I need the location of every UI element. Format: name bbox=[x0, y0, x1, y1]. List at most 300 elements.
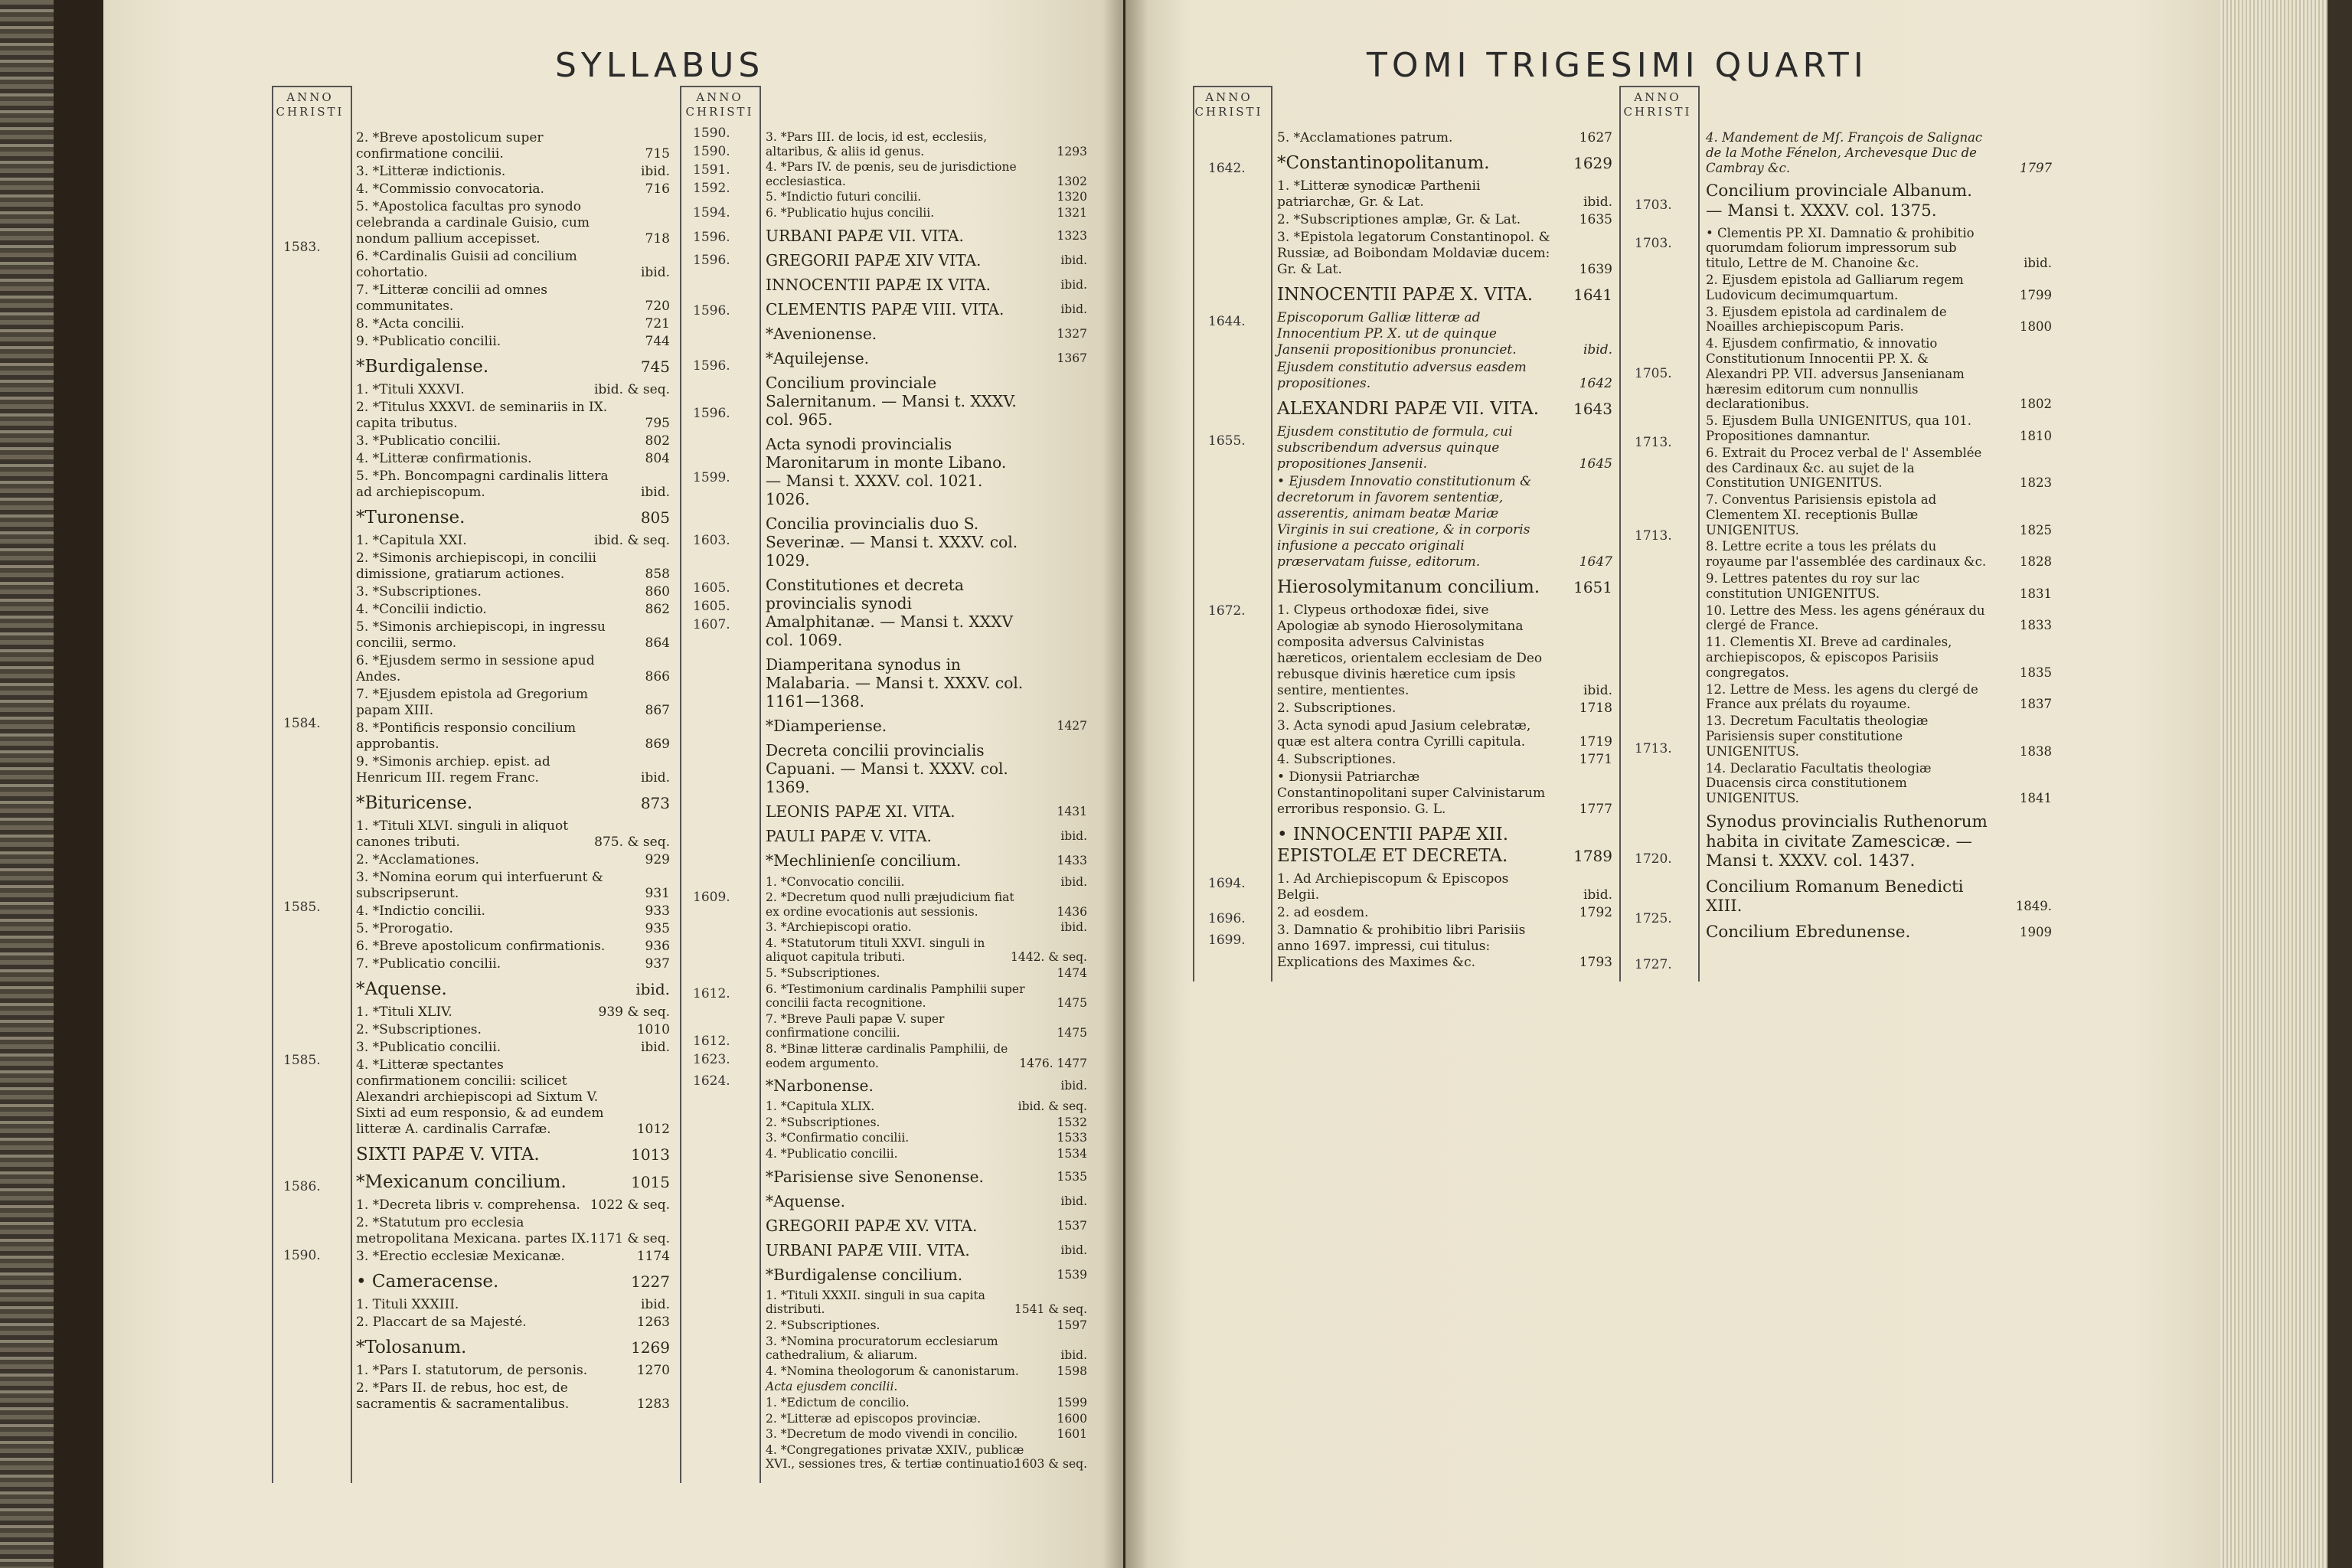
entry-title: 2. *Litteræ ad episcopos provinciæ. bbox=[766, 1411, 981, 1426]
entry-title: *Burdigalense. bbox=[356, 357, 489, 377]
anno-year: 1713. bbox=[1635, 741, 1672, 756]
syllabus-entry bbox=[766, 982, 1087, 1011]
entry-column-number: 715 bbox=[645, 146, 670, 162]
entry-column-number: ibid. bbox=[640, 164, 670, 179]
entry-title: 7. *Publicatio concilii. bbox=[356, 956, 501, 972]
anno-christi-label-2: ANNO CHRISTI bbox=[685, 90, 754, 119]
entry-column-number: 795 bbox=[645, 416, 670, 431]
entry-column-number: 1627 bbox=[1579, 130, 1612, 145]
entry-title: Concilium Ebredunense. bbox=[1706, 922, 1911, 942]
entry-column-number: ibid. bbox=[1060, 1243, 1087, 1257]
anno-year: 1596. bbox=[693, 230, 730, 245]
entry-column-number: 1436 bbox=[1057, 904, 1087, 919]
entry-column-number: 1535 bbox=[1057, 1169, 1087, 1184]
syllabus-entry bbox=[766, 1076, 1087, 1095]
entry-title: URBANI PAPÆ VIII. VITA. bbox=[766, 1240, 970, 1259]
syllabus-entry bbox=[356, 382, 670, 398]
entry-title: • INNOCENTII PAPÆ XII. EPISTOLÆ ET DECRETA. bbox=[1277, 825, 1509, 866]
syllabus-entry bbox=[1706, 761, 2052, 806]
syllabus-entry bbox=[356, 249, 670, 281]
entry-column-number: 716 bbox=[645, 181, 670, 197]
entry-column-number: 1533 bbox=[1057, 1131, 1087, 1145]
syllabus-entry bbox=[356, 1215, 670, 1247]
entry-column-number: 1475 bbox=[1057, 996, 1087, 1011]
syllabus-entry bbox=[356, 921, 670, 937]
entry-column-number: 1367 bbox=[1057, 351, 1087, 365]
entry-column-number: 718 bbox=[645, 231, 670, 247]
anno-christi-label-4: ANNO CHRISTI bbox=[1623, 90, 1692, 119]
entry-title: 1. Tituli XXXIII. bbox=[356, 1297, 459, 1312]
entry-column-number: ibid. bbox=[1060, 1348, 1087, 1363]
entry-title: 14. Declaratio Facultatis theologiæ Duacensis circa constitutionem UNIGENITUS. bbox=[1706, 760, 1932, 806]
syllabus-entry bbox=[766, 966, 1087, 981]
syllabus-entry bbox=[1277, 152, 1612, 174]
syllabus-entry bbox=[356, 818, 670, 851]
entry-title: 9. Lettres patentes du roy sur lac constitution UNIGENITUS. bbox=[1706, 571, 1920, 601]
entry-title: 1. *Edictum de concilio. bbox=[766, 1395, 910, 1410]
entry-column-number: 1013 bbox=[631, 1145, 670, 1164]
entry-title: Acta synodi provincialis Maronitarum in monte Libano. — Mansi t. XXXV. col. 1021. 1026. bbox=[766, 434, 1007, 508]
anno-year: 1594. bbox=[693, 205, 730, 220]
entry-title: 3. *Publicatio concilii. bbox=[356, 433, 501, 449]
entry-column-number: 1841 bbox=[2020, 791, 2052, 806]
entry-title: 4. *Pars IV. de pœnis, seu de jurisdictione ecclesiastica. bbox=[766, 160, 1017, 188]
syllabus-entry bbox=[766, 1131, 1087, 1145]
syllabus-entry bbox=[356, 903, 670, 920]
entry-column-number: 1541 & seq. bbox=[1014, 1302, 1087, 1317]
syllabus-entry bbox=[356, 334, 670, 350]
anno-year: 1727. bbox=[1635, 957, 1672, 972]
syllabus-entry bbox=[766, 1099, 1087, 1114]
right-page-title: TOMI TRIGESIMI QUARTI bbox=[1367, 46, 1868, 85]
entry-title: 4. *Statutorum tituli XXVI. singuli in aliquot capitula tributi. bbox=[766, 936, 985, 965]
syllabus-entry bbox=[766, 1396, 1087, 1410]
entry-title: 3. *Confirmatio concilii. bbox=[766, 1131, 910, 1145]
anno-year: 1703. bbox=[1635, 236, 1672, 251]
anno-year: 1609. bbox=[693, 890, 730, 905]
entry-column-number: ibid. bbox=[640, 1297, 670, 1312]
syllabus-entry bbox=[1277, 310, 1612, 358]
anno-year: 1612. bbox=[693, 986, 730, 1001]
syllabus-entry bbox=[1277, 360, 1612, 392]
entry-title: 8. *Pontificis responsio concilium approbantis. bbox=[356, 720, 577, 752]
syllabus-entry bbox=[1706, 226, 2052, 271]
entry-column-number: 1831 bbox=[2020, 586, 2052, 601]
anno-year: 1713. bbox=[1635, 435, 1672, 450]
entry-title: SIXTI PAPÆ V. VITA. bbox=[356, 1145, 540, 1165]
column-rule bbox=[1698, 86, 1700, 982]
syllabus-entry bbox=[1277, 701, 1612, 717]
entry-title: 7. *Ejusdem epistola ad Gregorium papam XIII. bbox=[356, 687, 589, 718]
entry-column-number: 867 bbox=[645, 703, 670, 718]
syllabus-entry bbox=[1706, 812, 2052, 871]
anno-year: 1720. bbox=[1635, 851, 1672, 867]
anno-year: 1605. bbox=[693, 599, 730, 614]
entry-title: 2. *Titulus XXXVI. de seminariis in IX. capita tributus. bbox=[356, 400, 608, 431]
syllabus-entry bbox=[1277, 871, 1612, 903]
entry-title: 5. *Prorogatio. bbox=[356, 921, 453, 936]
syllabus-entry bbox=[1277, 212, 1612, 228]
entry-title: 3. Acta synodi apud Jasium celebratæ, quæ est altera contra Cyrilli capitula. bbox=[1277, 718, 1531, 750]
entry-column-number: ibid. bbox=[1060, 277, 1087, 292]
entry-title: 5. *Subscriptiones. bbox=[766, 966, 880, 981]
syllabus-entry bbox=[766, 349, 1087, 368]
entry-title: Synodus provincialis Ruthenorum habita in civitate Zamescicæ. — Mansi t. XXXV. col. 1437. bbox=[1706, 812, 1988, 871]
entry-column-number: 1645 bbox=[1579, 456, 1612, 472]
entry-title: 5. *Simonis archiepiscopi, in ingressu concilii, sermo. bbox=[356, 619, 606, 651]
anno-year: 1586. bbox=[283, 1179, 321, 1194]
entry-title: 3. *Nomina procuratorum ecclesiarum cathedralium, & aliarum. bbox=[766, 1334, 998, 1363]
entry-title: 2. *Simonis archiepiscopi, in concilii dimissione, gratiarum actiones. bbox=[356, 550, 596, 582]
entry-title: 5. *Ph. Boncompagni cardinalis littera ad archiepiscopum. bbox=[356, 469, 609, 500]
syllabus-entry bbox=[1277, 752, 1612, 768]
syllabus-entry bbox=[766, 1217, 1087, 1235]
entry-title: *Aquense. bbox=[356, 979, 447, 999]
syllabus-entry bbox=[1706, 336, 2052, 412]
syllabus-entry bbox=[356, 602, 670, 618]
entry-title: 3. Damnatio & prohibitio libri Parisiis anno 1697. impressi, cui titulus: Explications des Maximes &c. bbox=[1277, 923, 1526, 970]
entry-title: 3. *Pars III. de locis, id est, ecclesiis, altaribus, & aliis id genus. bbox=[766, 130, 988, 158]
syllabus-entry bbox=[1706, 923, 2052, 942]
syllabus-entry bbox=[1277, 577, 1612, 598]
syllabus-entry bbox=[1706, 130, 2052, 175]
syllabus-entry bbox=[356, 356, 670, 377]
syllabus-entry bbox=[1706, 181, 2052, 220]
anno-year: 1612. bbox=[693, 1034, 730, 1049]
header-rule bbox=[272, 86, 352, 87]
entry-title: 3. *Litteræ indictionis. bbox=[356, 164, 506, 179]
entry-column-number: 873 bbox=[640, 794, 670, 812]
syllabus-entry bbox=[766, 435, 1087, 508]
entry-title: 1. *Tituli XLVI. singuli in aliquot canones tributi. bbox=[356, 818, 569, 850]
entry-title: 1. *Tituli XXXVI. bbox=[356, 382, 465, 397]
syllabus-entry bbox=[356, 870, 670, 902]
entry-title: 1. *Tituli XLIV. bbox=[356, 1004, 452, 1020]
syllabus-entry bbox=[766, 655, 1087, 710]
entry-title: 5. *Indictio futuri concilii. bbox=[766, 190, 922, 204]
entry-title: 2. Subscriptiones. bbox=[1277, 701, 1396, 716]
entry-column-number: 862 bbox=[645, 602, 670, 617]
syllabus-entry bbox=[1706, 571, 2052, 602]
entry-title: 2. Ejusdem epistola ad Galliarum regem Ludovicum decimumquartum. bbox=[1706, 272, 1964, 302]
anno-year: 1596. bbox=[693, 406, 730, 421]
entry-title: 7. *Litteræ concilii ad omnes communitates. bbox=[356, 283, 547, 314]
entry-title: 4. Mandement de Mſ. François de Salignac de la Mothe Fénelon, Archevesque Duc de Cambray &c. bbox=[1706, 130, 1983, 175]
entry-title: INNOCENTII PAPÆ IX VITA. bbox=[766, 275, 991, 294]
syllabus-entry bbox=[356, 1144, 670, 1165]
syllabus-entry bbox=[766, 130, 1087, 158]
entry-column-number: 1810 bbox=[2020, 428, 2052, 443]
entry-title: 13. Decretum Facultatis theologiæ Parisiensis super constitutione UNIGENITUS. bbox=[1706, 714, 1929, 759]
entry-title: 8. *Binæ litteræ cardinalis Pamphilii, de eodem argumento. bbox=[766, 1042, 1008, 1070]
entry-column-number: 1909 bbox=[2020, 924, 2052, 939]
entry-title: • Dionysii Patriarchæ Constantinopolitani super Calvinistarum erroribus responsio. G. L. bbox=[1277, 769, 1546, 817]
entry-column-number: 933 bbox=[645, 903, 670, 919]
entry-column-number: 935 bbox=[645, 921, 670, 936]
entry-title: 1. *Capitula XLIX. bbox=[766, 1099, 875, 1114]
syllabus-entry bbox=[356, 720, 670, 753]
anno-year: 1599. bbox=[693, 470, 730, 485]
anno-year: 1624. bbox=[693, 1073, 730, 1089]
entry-title: 4. Ejusdem confirmatio, & innovatio Constitutionum Innocentii PP. X. & Alexandri PP. VII. adversus Jansenianam hæresim editorum cum nonnullis declarationibus. bbox=[1706, 336, 1965, 412]
entry-column-number: ibid. bbox=[635, 980, 670, 998]
syllabus-entry bbox=[356, 1363, 670, 1379]
entry-title: 2. *Subscriptiones. bbox=[766, 1318, 880, 1332]
syllabus-entry bbox=[1706, 273, 2052, 303]
entry-title: • Ejusdem Innovatio constitutionum & decretorum in favorem sententiæ, asserentis, animam beatæ Mariæ Virginis in sui creatione, & in corporis infusione a peccato originali præservatam fuisse, editorum. bbox=[1277, 474, 1532, 570]
entry-column-number: 802 bbox=[645, 433, 670, 449]
anno-year: 1596. bbox=[693, 253, 730, 268]
syllabus-entry bbox=[1706, 305, 2052, 335]
entry-title: 10. Lettre des Mess. les agens généraux du clergé de France. bbox=[1706, 603, 1985, 633]
syllabus-entry bbox=[1277, 230, 1612, 278]
entry-title: 4. *Nomina theologorum & canonistarum. bbox=[766, 1364, 1019, 1378]
column-rule bbox=[1271, 86, 1272, 982]
entry-column-number: 1476. 1477 bbox=[1019, 1056, 1087, 1070]
syllabus-entry bbox=[356, 1249, 670, 1265]
anno-christi-label-3: ANNO CHRISTI bbox=[1194, 90, 1263, 119]
syllabus-entry bbox=[356, 1315, 670, 1331]
syllabus-entry bbox=[356, 939, 670, 955]
syllabus-entry bbox=[766, 1380, 1087, 1394]
entry-title: 12. Lettre de Mess. les agens du clergé de France aux prélats du royaume. bbox=[1706, 681, 1978, 712]
entry-column-number: 1427 bbox=[1057, 719, 1087, 733]
syllabus-entry bbox=[766, 1241, 1087, 1259]
book-spine bbox=[0, 0, 54, 1568]
syllabus-entry bbox=[1706, 603, 2052, 634]
syllabus-entry bbox=[766, 325, 1087, 343]
syllabus-entry bbox=[766, 1443, 1087, 1472]
entry-column-number: 1601 bbox=[1057, 1427, 1087, 1442]
syllabus-entry bbox=[766, 160, 1087, 188]
syllabus-entry bbox=[766, 276, 1087, 294]
syllabus-entry bbox=[356, 1271, 670, 1292]
entry-title: 2. *Subscriptiones amplæ, Gr. & Lat. bbox=[1277, 212, 1521, 227]
entry-column-number: 936 bbox=[645, 939, 670, 954]
entry-title: 2. *Subscriptiones. bbox=[356, 1022, 482, 1037]
entry-title: 1. *Convocatio concilii. bbox=[766, 874, 905, 889]
entry-title: *Turonense. bbox=[356, 508, 466, 528]
entry-column-number: 1015 bbox=[631, 1173, 670, 1191]
syllabus-entry bbox=[356, 653, 670, 685]
syllabus-entry bbox=[356, 1297, 670, 1313]
entry-column-number: 1171 & seq. bbox=[590, 1231, 670, 1246]
entry-column-number: ibid. bbox=[1060, 302, 1087, 316]
entry-title: LEONIS PAPÆ XI. VITA. bbox=[766, 802, 956, 822]
entry-title: 1. Clypeus orthodoxæ fidei, sive Apologiæ ab synodo Hierosolymitana composita adversus Calvinistas hæreticos, orientalem ecclesiam de Deo rebusque divinis hæretice cum ipsis sentire, mentientes. bbox=[1277, 603, 1543, 698]
syllabus-entry bbox=[766, 206, 1087, 220]
anno-year: 1655. bbox=[1208, 433, 1246, 449]
entry-title: 1. *Capitula XXI. bbox=[356, 533, 467, 548]
syllabus-entry bbox=[1706, 413, 2052, 444]
entry-column-number: 1792 bbox=[1579, 905, 1612, 920]
entry-column-number: 1777 bbox=[1579, 802, 1612, 817]
syllabus-entry bbox=[356, 1337, 670, 1358]
entry-title: 4. *Commissio convocatoria. bbox=[356, 181, 544, 197]
entry-column-number: 1833 bbox=[2020, 618, 2052, 633]
syllabus-entry bbox=[766, 1116, 1087, 1130]
entry-column-number: 1629 bbox=[1573, 154, 1612, 172]
entry-column-number: 939 & seq. bbox=[598, 1004, 670, 1020]
syllabus-entry bbox=[356, 792, 670, 814]
entry-title: 1. *Decreta libris v. comprehensa. bbox=[356, 1197, 580, 1213]
entry-column-number: ibid. bbox=[1060, 253, 1087, 267]
entry-column-number: ibid. & seq. bbox=[593, 533, 670, 548]
syllabus-entry bbox=[766, 374, 1087, 429]
syllabus-entry bbox=[1277, 178, 1612, 211]
anno-year: 1596. bbox=[693, 303, 730, 318]
entry-column-number: 1799 bbox=[2020, 287, 2052, 302]
entry-column-number: 1227 bbox=[631, 1272, 670, 1291]
syllabus-entry bbox=[356, 433, 670, 449]
syllabus-entry bbox=[1277, 718, 1612, 750]
syllabus-entry bbox=[766, 1266, 1087, 1284]
syllabus-entry bbox=[356, 181, 670, 198]
anno-year: 1585. bbox=[283, 900, 321, 915]
entry-title: 2. Placcart de sa Majesté. bbox=[356, 1315, 527, 1330]
entry-column-number: 1719 bbox=[1579, 734, 1612, 750]
entry-column-number: 1320 bbox=[1057, 190, 1087, 204]
syllabus-entry bbox=[766, 920, 1087, 935]
entry-title: 2. *Decretum quod nulli præjudicium fiat ex ordine evocationis aut sessionis. bbox=[766, 890, 1014, 919]
entry-column-number: 1475 bbox=[1057, 1026, 1087, 1040]
syllabus-entry bbox=[766, 827, 1087, 845]
syllabus-entry bbox=[766, 300, 1087, 318]
anno-year: 1603. bbox=[693, 533, 730, 548]
anno-year: 1590. bbox=[693, 144, 730, 159]
entry-column-number: 1323 bbox=[1057, 228, 1087, 243]
syllabus-entry bbox=[356, 451, 670, 467]
header-rule bbox=[1619, 86, 1700, 87]
syllabus-entry bbox=[766, 802, 1087, 821]
syllabus-entry bbox=[766, 1427, 1087, 1442]
column-rule bbox=[272, 86, 273, 1483]
entry-title: *Mexicanum concilium. bbox=[356, 1172, 567, 1192]
syllabus-entry bbox=[1706, 714, 2052, 759]
syllabus-entry bbox=[1706, 539, 2052, 570]
entry-title: 3. *Nomina eorum qui interfuerunt & subscripserunt. bbox=[356, 870, 603, 901]
entry-title: 4. *Publicatio concilii. bbox=[766, 1147, 898, 1161]
anno-year: 1644. bbox=[1208, 314, 1246, 329]
entry-column-number: 1263 bbox=[636, 1315, 670, 1330]
entry-column-number: ibid. bbox=[640, 770, 670, 786]
syllabus-entry bbox=[356, 852, 670, 868]
entry-title: CLEMENTIS PAPÆ VIII. VITA. bbox=[766, 299, 1004, 318]
anno-year: 1591. bbox=[693, 162, 730, 178]
entry-column-number: 1597 bbox=[1057, 1318, 1087, 1332]
entry-column-number: ibid. bbox=[1060, 829, 1087, 844]
entry-title: Concilium provinciale Salernitanum. — Mansi t. XXXV. col. 965. bbox=[766, 373, 1017, 429]
entry-title: 8. Lettre ecrite a tous les prélats du royaume par l'assemblée des cardinaux &c. bbox=[1706, 539, 1987, 570]
anno-year: 1605. bbox=[693, 580, 730, 596]
column-rule bbox=[351, 86, 352, 1483]
syllabus-entry bbox=[1277, 424, 1612, 472]
syllabus-entry bbox=[1277, 398, 1612, 420]
book-cover-edge bbox=[2328, 0, 2352, 1568]
entry-column-number: 804 bbox=[645, 451, 670, 466]
entry-column-number: 1647 bbox=[1579, 554, 1612, 570]
entry-title: *Aquense. bbox=[766, 1191, 846, 1210]
entry-title: 3. Ejusdem epistola ad cardinalem de Noailles archiepiscopum Paris. bbox=[1706, 304, 1947, 335]
entry-column-number: 1838 bbox=[2020, 743, 2052, 759]
entry-column-number: 1532 bbox=[1057, 1115, 1087, 1129]
entry-column-number: 875. & seq. bbox=[594, 835, 670, 850]
entry-column-number: 1327 bbox=[1057, 326, 1087, 341]
syllabus-entry bbox=[356, 1197, 670, 1214]
syllabus-entry bbox=[356, 956, 670, 972]
entry-column-number: 1837 bbox=[2020, 697, 2052, 712]
entry-title: PAULI PAPÆ V. VITA. bbox=[766, 827, 932, 846]
entry-title: *Parisiense sive Senonense. bbox=[766, 1167, 984, 1186]
syllabus-entry bbox=[1706, 492, 2052, 537]
entry-title: INNOCENTII PAPÆ X. VITA. bbox=[1277, 285, 1534, 305]
entry-column-number: 1012 bbox=[636, 1122, 670, 1137]
left-page-title: SYLLABUS bbox=[555, 46, 765, 85]
entry-column-number: 866 bbox=[645, 669, 670, 684]
entry-column-number: 1269 bbox=[631, 1338, 670, 1357]
entry-column-number: 1825 bbox=[2020, 522, 2052, 537]
anno-year: 1705. bbox=[1635, 366, 1672, 381]
entry-column-number: 1603 & seq. bbox=[1014, 1457, 1087, 1472]
entry-column-number: 744 bbox=[645, 334, 670, 349]
entry-column-number: ibid. bbox=[2024, 256, 2052, 271]
entry-column-number: 1789 bbox=[1573, 847, 1612, 865]
entry-column-number: 1651 bbox=[1573, 578, 1612, 596]
entry-column-number: 1639 bbox=[1579, 262, 1612, 277]
entry-column-number: 805 bbox=[640, 508, 670, 527]
column-rule bbox=[760, 86, 761, 1483]
entry-column-number: ibid. & seq. bbox=[1018, 1099, 1087, 1114]
syllabus-entry bbox=[766, 190, 1087, 204]
entry-title: 6. Extrait du Procez verbal de l' Assemblée des Cardinaux &c. au sujet de la Constitution UNIGENITUS. bbox=[1706, 445, 1982, 491]
entry-column-number: 1442. & seq. bbox=[1010, 950, 1087, 965]
syllabus-entry bbox=[766, 1364, 1087, 1379]
entry-title: 4. *Litteræ confirmationis. bbox=[356, 451, 532, 466]
page-gutter bbox=[1102, 0, 1148, 1568]
entry-title: • Cameracense. bbox=[356, 1272, 499, 1292]
syllabus-entry bbox=[356, 754, 670, 786]
syllabus-entry bbox=[766, 851, 1087, 870]
syllabus-entry bbox=[356, 469, 670, 501]
entry-title: *Burdigalense concilium. bbox=[766, 1265, 963, 1284]
entry-title: 9. *Simonis archiep. epist. ad Henricum III. regem Franc. bbox=[356, 754, 550, 786]
column-rule bbox=[1193, 86, 1194, 982]
syllabus-entry bbox=[766, 227, 1087, 245]
entry-title: Concilia provincialis duo S. Severinæ. — Mansi t. XXXV. col. 1029. bbox=[766, 514, 1018, 570]
entry-title: 2. ad eosdem. bbox=[1277, 905, 1369, 920]
entry-title: 4. Subscriptiones. bbox=[1277, 752, 1396, 767]
syllabus-entry bbox=[356, 550, 670, 583]
header-rule bbox=[1193, 86, 1272, 87]
entry-column-number: ibid. bbox=[1583, 887, 1612, 903]
entry-column-number: ibid. bbox=[1060, 1194, 1087, 1208]
entry-column-number: 1174 bbox=[636, 1249, 670, 1264]
entry-column-number: 869 bbox=[645, 737, 670, 752]
syllabus-entry bbox=[356, 619, 670, 652]
entry-title: 2. *Statutum pro ecclesia metropolitana Mexicana. partes IX. bbox=[356, 1215, 590, 1246]
anno-year: 1713. bbox=[1635, 528, 1672, 544]
anno-year: 1699. bbox=[1208, 933, 1246, 948]
anno-year: 1585. bbox=[283, 1053, 321, 1068]
anno-year: 1590. bbox=[693, 126, 730, 141]
entry-title: 1. *Tituli XXXII. singuli in sua capita distributi. bbox=[766, 1288, 985, 1317]
entry-column-number: 1771 bbox=[1579, 752, 1612, 767]
entry-title: ALEXANDRI PAPÆ VII. VITA. bbox=[1277, 399, 1540, 419]
entry-title: 9. *Publicatio concilii. bbox=[356, 334, 501, 349]
anno-year: 1583. bbox=[283, 240, 321, 255]
entry-column-number: 864 bbox=[645, 635, 670, 651]
anno-year: 1672. bbox=[1208, 603, 1246, 619]
